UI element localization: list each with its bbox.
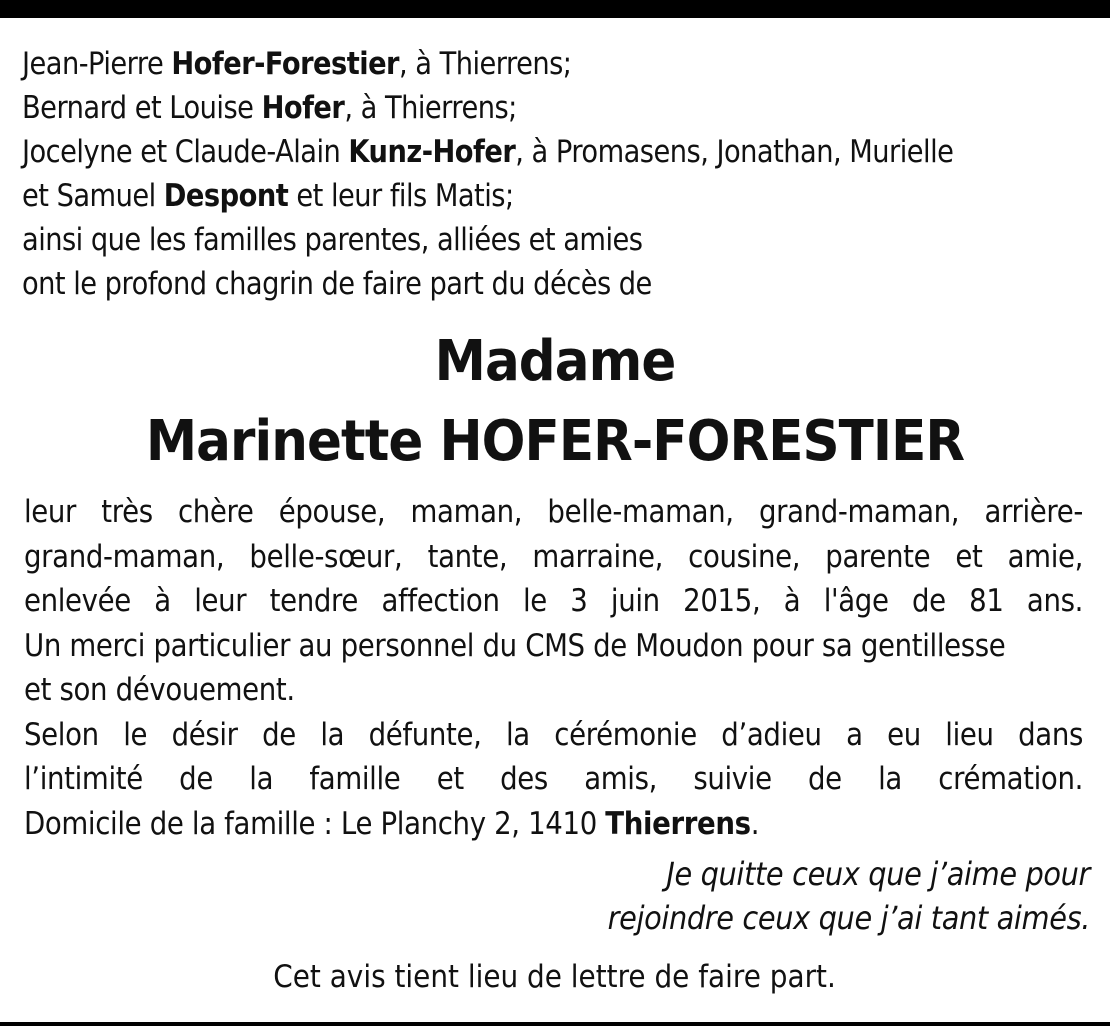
word: cérémonie <box>554 716 697 753</box>
word: amie, <box>1007 538 1084 575</box>
word: grand-maman, <box>758 494 960 530</box>
word: chère <box>177 494 254 530</box>
word: 81 <box>969 583 1004 619</box>
word: la <box>505 716 530 753</box>
word: très <box>101 494 153 530</box>
word: le <box>123 716 148 753</box>
word: et <box>436 761 464 797</box>
notice-text: Cet avis tient lieu de lettre de faire part. <box>273 959 837 995</box>
word: marraine, <box>532 538 664 575</box>
word: Selon <box>24 716 99 753</box>
quote-line: Je quitte ceux que j’aime pour <box>666 855 1090 893</box>
deceased-heading <box>0 322 1110 482</box>
word: de <box>911 583 946 619</box>
thanks-line-end: et son dévouement. <box>24 672 295 708</box>
top-border-rule <box>0 0 1110 18</box>
word: défunte, <box>368 716 482 753</box>
word: d’adieu <box>721 716 822 753</box>
word: et <box>955 538 983 575</box>
word: maman, <box>410 494 523 530</box>
family-address: Domicile de la famille : Le Planchy 2, 1410 Thierrens. <box>24 805 760 842</box>
word: leur <box>24 494 77 530</box>
quote-line: rejoindre ceux que j’ai tant aimés. <box>607 899 1090 937</box>
word: 3 <box>570 583 588 619</box>
family-line: Jocelyne et Claude-Alain Kunz-Hofer, à Promasens, Jonathan, Murielle <box>22 134 954 170</box>
word: belle-sœur, <box>249 538 403 575</box>
word: lieu <box>945 716 994 753</box>
deceased-title: Madame <box>434 329 676 394</box>
word: juin <box>610 583 660 619</box>
word: de <box>808 761 842 797</box>
word: le <box>522 583 547 619</box>
announcement-line: ont le profond chagrin de faire part du décès de <box>22 266 652 302</box>
word: suivie <box>693 761 772 797</box>
word: épouse, <box>278 494 386 530</box>
bottom-border-rule <box>0 1022 1110 1026</box>
deceased-name: Marinette HOFER-FORESTIER <box>145 409 965 474</box>
family-list <box>22 42 1092 306</box>
word: à <box>154 583 171 619</box>
word: a <box>846 716 863 753</box>
obituary-body <box>24 490 1083 846</box>
family-line: Jean-Pierre Hofer-Forestier, à Thierrens; <box>22 46 572 82</box>
word: affection <box>381 583 500 619</box>
family-line: et Samuel Despont et leur fils Matis; <box>22 178 514 214</box>
word: eu <box>887 716 921 753</box>
word: des <box>500 761 548 797</box>
word: ans. <box>1026 583 1084 619</box>
word: arrière- <box>984 494 1084 530</box>
word: 2015, <box>683 583 761 619</box>
word: désir <box>171 716 238 753</box>
word: la <box>320 716 345 753</box>
word: amis, <box>584 761 658 797</box>
family-line: Bernard et Louise Hofer, à Thierrens; <box>22 90 517 126</box>
family-line: ainsi que les familles parentes, alliées et amies <box>22 222 643 258</box>
body-line <box>24 757 1083 802</box>
word: enlevée <box>24 583 131 619</box>
body-line <box>24 535 1083 580</box>
word: la <box>878 761 902 797</box>
word: leur <box>194 583 247 619</box>
word: de <box>262 716 296 753</box>
word: famille <box>309 761 401 797</box>
word: à <box>783 583 801 619</box>
notice-footer <box>0 955 1110 999</box>
body-line <box>24 579 1083 624</box>
word: la <box>249 761 274 797</box>
word: grand-maman, <box>24 538 225 575</box>
body-line <box>24 713 1083 758</box>
word: tendre <box>269 583 359 619</box>
word: belle-maman, <box>547 494 734 530</box>
word: crémation. <box>938 761 1084 797</box>
farewell-quote <box>608 852 1090 940</box>
word: dans <box>1018 716 1083 753</box>
thanks-line: Un merci particulier au personnel du CMS de Moudon pour sa gentillesse <box>24 627 1006 664</box>
word: de <box>179 761 213 797</box>
word: tante, <box>427 538 508 575</box>
word: l’intimité <box>24 761 143 797</box>
word: l'âge <box>823 583 889 619</box>
body-line <box>24 490 1083 535</box>
word: cousine, <box>688 538 801 575</box>
word: parente <box>825 538 931 575</box>
